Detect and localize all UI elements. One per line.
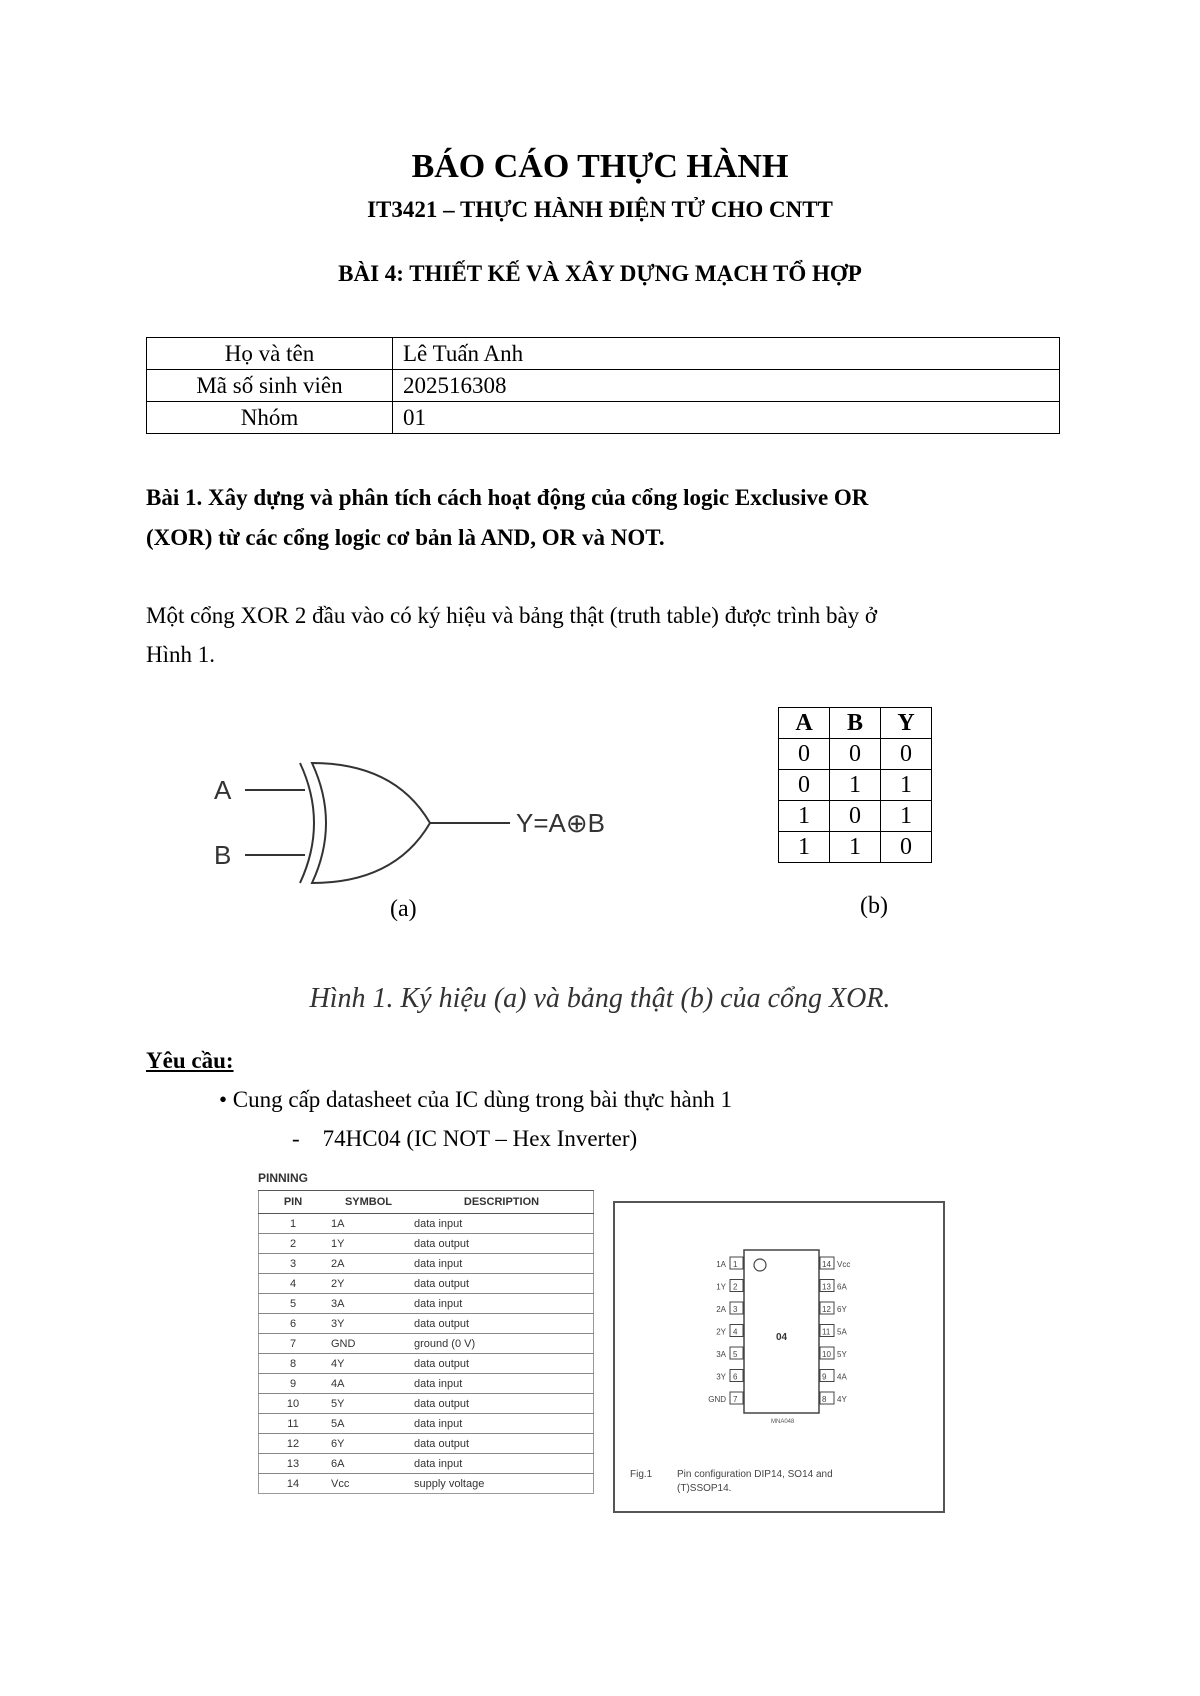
table-cell: data input — [410, 1214, 594, 1234]
header-cell: Y — [881, 708, 932, 739]
table-cell: 5A — [327, 1414, 410, 1434]
table-cell: 4 — [259, 1274, 328, 1294]
pin-symbol: 1A — [716, 1260, 726, 1269]
chip-label: 04 — [776, 1332, 788, 1343]
table-cell: 1 — [779, 832, 830, 863]
table-row — [259, 1214, 594, 1234]
table-row — [259, 1191, 594, 1214]
table-row — [259, 1394, 594, 1414]
pin-number: 4 — [733, 1327, 738, 1337]
table-cell: 4A — [327, 1374, 410, 1394]
table-cell: 11 — [259, 1414, 328, 1434]
figure-label-a: (a) — [390, 896, 417, 922]
table-cell: 1 — [881, 801, 932, 832]
table-row — [259, 1334, 594, 1354]
table-cell: 0 — [830, 801, 881, 832]
table-cell: 0 — [779, 739, 830, 770]
info-label: Mã số sinh viên — [147, 370, 393, 402]
table-cell: Vcc — [327, 1474, 410, 1494]
table-cell: 1 — [881, 770, 932, 801]
table-row — [779, 739, 932, 770]
table-cell: data output — [410, 1234, 594, 1254]
course-title: IT3421 – THỰC HÀNH ĐIỆN TỬ CHO CNTT — [367, 197, 833, 222]
table-cell: 6Y — [327, 1434, 410, 1454]
pin-number: 5 — [733, 1350, 738, 1359]
info-label: Nhóm — [147, 402, 393, 434]
pin-number: 8 — [822, 1395, 827, 1404]
input-b-label: B — [214, 840, 232, 870]
pin-number: 13 — [822, 1282, 831, 1292]
pin-number: 14 — [822, 1260, 831, 1269]
table-row — [779, 801, 932, 832]
input-a-label: A — [214, 775, 232, 805]
table-cell: data input — [410, 1414, 594, 1434]
lab-title: BÀI 4: THIẾT KẾ VÀ XÂY DỰNG MẠCH TỔ HỢP — [338, 261, 862, 286]
exercise-heading-line2: (XOR) từ các cổng logic cơ bản là AND, OR và NOT. — [146, 525, 665, 550]
pin-symbol: 4Y — [837, 1395, 847, 1404]
table-cell: data input — [410, 1454, 594, 1474]
column-header: SYMBOL — [327, 1191, 410, 1214]
table-cell: data output — [410, 1314, 594, 1334]
table-cell: 3 — [259, 1254, 328, 1274]
pin-symbol: 6Y — [837, 1305, 847, 1314]
table-cell: 13 — [259, 1454, 328, 1474]
table-cell: data output — [410, 1394, 594, 1414]
table-cell: 1 — [259, 1214, 328, 1234]
requirement-sub-item: - 74HC04 (IC NOT – Hex Inverter) — [292, 1126, 638, 1151]
info-label: Họ và tên — [147, 338, 393, 370]
intro-line1: Một cổng XOR 2 đầu vào có ký hiệu và bảng thật (truth table) được trình bày ở — [146, 603, 878, 628]
xor-gate-symbol — [200, 745, 660, 885]
table-row — [259, 1234, 594, 1254]
report-title: BÁO CÁO THỰC HÀNH — [411, 148, 789, 185]
pin-symbol: GND — [708, 1395, 726, 1404]
header-cell: A — [779, 708, 830, 739]
table-row — [147, 370, 1060, 402]
table-cell: 1Y — [327, 1234, 410, 1254]
fig-caption-line2: (T)SSOP14. — [677, 1483, 732, 1494]
output-label: Y=A⊕B — [516, 808, 605, 838]
table-row — [259, 1414, 594, 1434]
table-cell: data output — [410, 1354, 594, 1374]
table-row — [779, 770, 932, 801]
figure-label-b: (b) — [860, 893, 888, 919]
fig-caption-line1: Pin configuration DIP14, SO14 and — [677, 1469, 833, 1480]
table-cell: ground (0 V) — [410, 1334, 594, 1354]
table-row — [779, 832, 932, 863]
table-row — [259, 1314, 594, 1334]
table-row — [259, 1254, 594, 1274]
pin-number: 6 — [733, 1372, 738, 1382]
pinning-title: PINNING — [258, 1171, 309, 1185]
table-cell: 8 — [259, 1354, 328, 1374]
pin-symbol: 5Y — [837, 1350, 847, 1359]
pin-symbol: Vcc — [837, 1260, 851, 1269]
pin-number: 1 — [733, 1260, 738, 1269]
table-cell: 1 — [830, 770, 881, 801]
pin-number: 10 — [822, 1350, 831, 1359]
table-cell: 5Y — [327, 1394, 410, 1414]
table-cell: 9 — [259, 1374, 328, 1394]
table-cell: data input — [410, 1374, 594, 1394]
pin-symbol: 1Y — [716, 1282, 726, 1292]
fig-label: Fig.1 — [630, 1469, 653, 1480]
exercise-heading-line1: Bài 1. Xây dựng và phân tích cách hoạt động của cổng logic Exclusive OR — [146, 485, 869, 510]
table-cell: 5 — [259, 1294, 328, 1314]
info-value: Lê Tuấn Anh — [393, 338, 1060, 370]
table-cell: data input — [410, 1254, 594, 1274]
table-cell: 6 — [259, 1314, 328, 1334]
table-cell: data output — [410, 1274, 594, 1294]
table-cell: 2Y — [327, 1274, 410, 1294]
pin-symbol: 3A — [716, 1350, 726, 1359]
dip14-diagram — [615, 1203, 943, 1511]
truth-table — [778, 707, 932, 863]
student-info-table — [146, 337, 1060, 434]
table-cell: 10 — [259, 1394, 328, 1414]
pin-number: 2 — [733, 1282, 738, 1292]
table-cell: 1 — [779, 801, 830, 832]
table-row — [259, 1274, 594, 1294]
pin-number: 11 — [822, 1327, 831, 1337]
table-row — [259, 1454, 594, 1474]
intro-line2: Hình 1. — [146, 642, 215, 667]
table-cell: 0 — [881, 739, 932, 770]
header-cell: B — [830, 708, 881, 739]
column-header: PIN — [259, 1191, 328, 1214]
requirement-bullet: • Cung cấp datasheet của IC dùng trong bài thực hành 1 — [219, 1087, 732, 1112]
table-cell: 0 — [830, 739, 881, 770]
pin-symbol: 4A — [837, 1372, 847, 1382]
table-cell: supply voltage — [410, 1474, 594, 1494]
table-cell: 2 — [259, 1234, 328, 1254]
table-row — [259, 1434, 594, 1454]
pin-symbol: 2A — [716, 1305, 726, 1314]
table-row — [259, 1474, 594, 1494]
pinning-table — [258, 1190, 594, 1494]
table-cell: 12 — [259, 1434, 328, 1454]
table-cell: GND — [327, 1334, 410, 1354]
table-row — [147, 338, 1060, 370]
table-row — [779, 708, 932, 739]
table-cell: 1 — [830, 832, 881, 863]
table-cell: 6A — [327, 1454, 410, 1474]
table-cell: 1A — [327, 1214, 410, 1234]
xor-body — [312, 763, 430, 883]
table-row — [147, 402, 1060, 434]
pin-symbol: 5A — [837, 1327, 847, 1337]
column-header: DESCRIPTION — [410, 1191, 594, 1214]
info-value: 202516308 — [393, 370, 1060, 402]
table-cell: 3Y — [327, 1314, 410, 1334]
pin-number: 9 — [822, 1372, 827, 1382]
pin-symbol: 2Y — [716, 1327, 726, 1337]
table-row — [259, 1294, 594, 1314]
xor-extra-arc — [300, 763, 314, 883]
table-cell: 3A — [327, 1294, 410, 1314]
info-value: 01 — [393, 402, 1060, 434]
pin-symbol: 3Y — [716, 1372, 726, 1382]
pin-number: 3 — [733, 1305, 738, 1314]
table-cell: 0 — [881, 832, 932, 863]
pin-symbol: 6A — [837, 1282, 847, 1292]
table-cell: data output — [410, 1434, 594, 1454]
table-cell: data input — [410, 1294, 594, 1314]
table-cell: 7 — [259, 1334, 328, 1354]
requirements-heading: Yêu cầu: — [146, 1048, 234, 1073]
table-cell: 4Y — [327, 1354, 410, 1374]
table-cell: 2A — [327, 1254, 410, 1274]
pin-number: 12 — [822, 1305, 831, 1314]
table-cell: 14 — [259, 1474, 328, 1494]
table-row — [259, 1354, 594, 1374]
figure-caption: Hình 1. Ký hiệu (a) và bảng thật (b) của cổng XOR. — [309, 983, 891, 1014]
chip-code: MNA048 — [771, 1419, 795, 1425]
pin-config-figure — [613, 1201, 945, 1513]
pin1-marker — [754, 1259, 766, 1271]
table-row — [259, 1374, 594, 1394]
pin-number: 7 — [733, 1395, 738, 1404]
table-cell: 0 — [779, 770, 830, 801]
